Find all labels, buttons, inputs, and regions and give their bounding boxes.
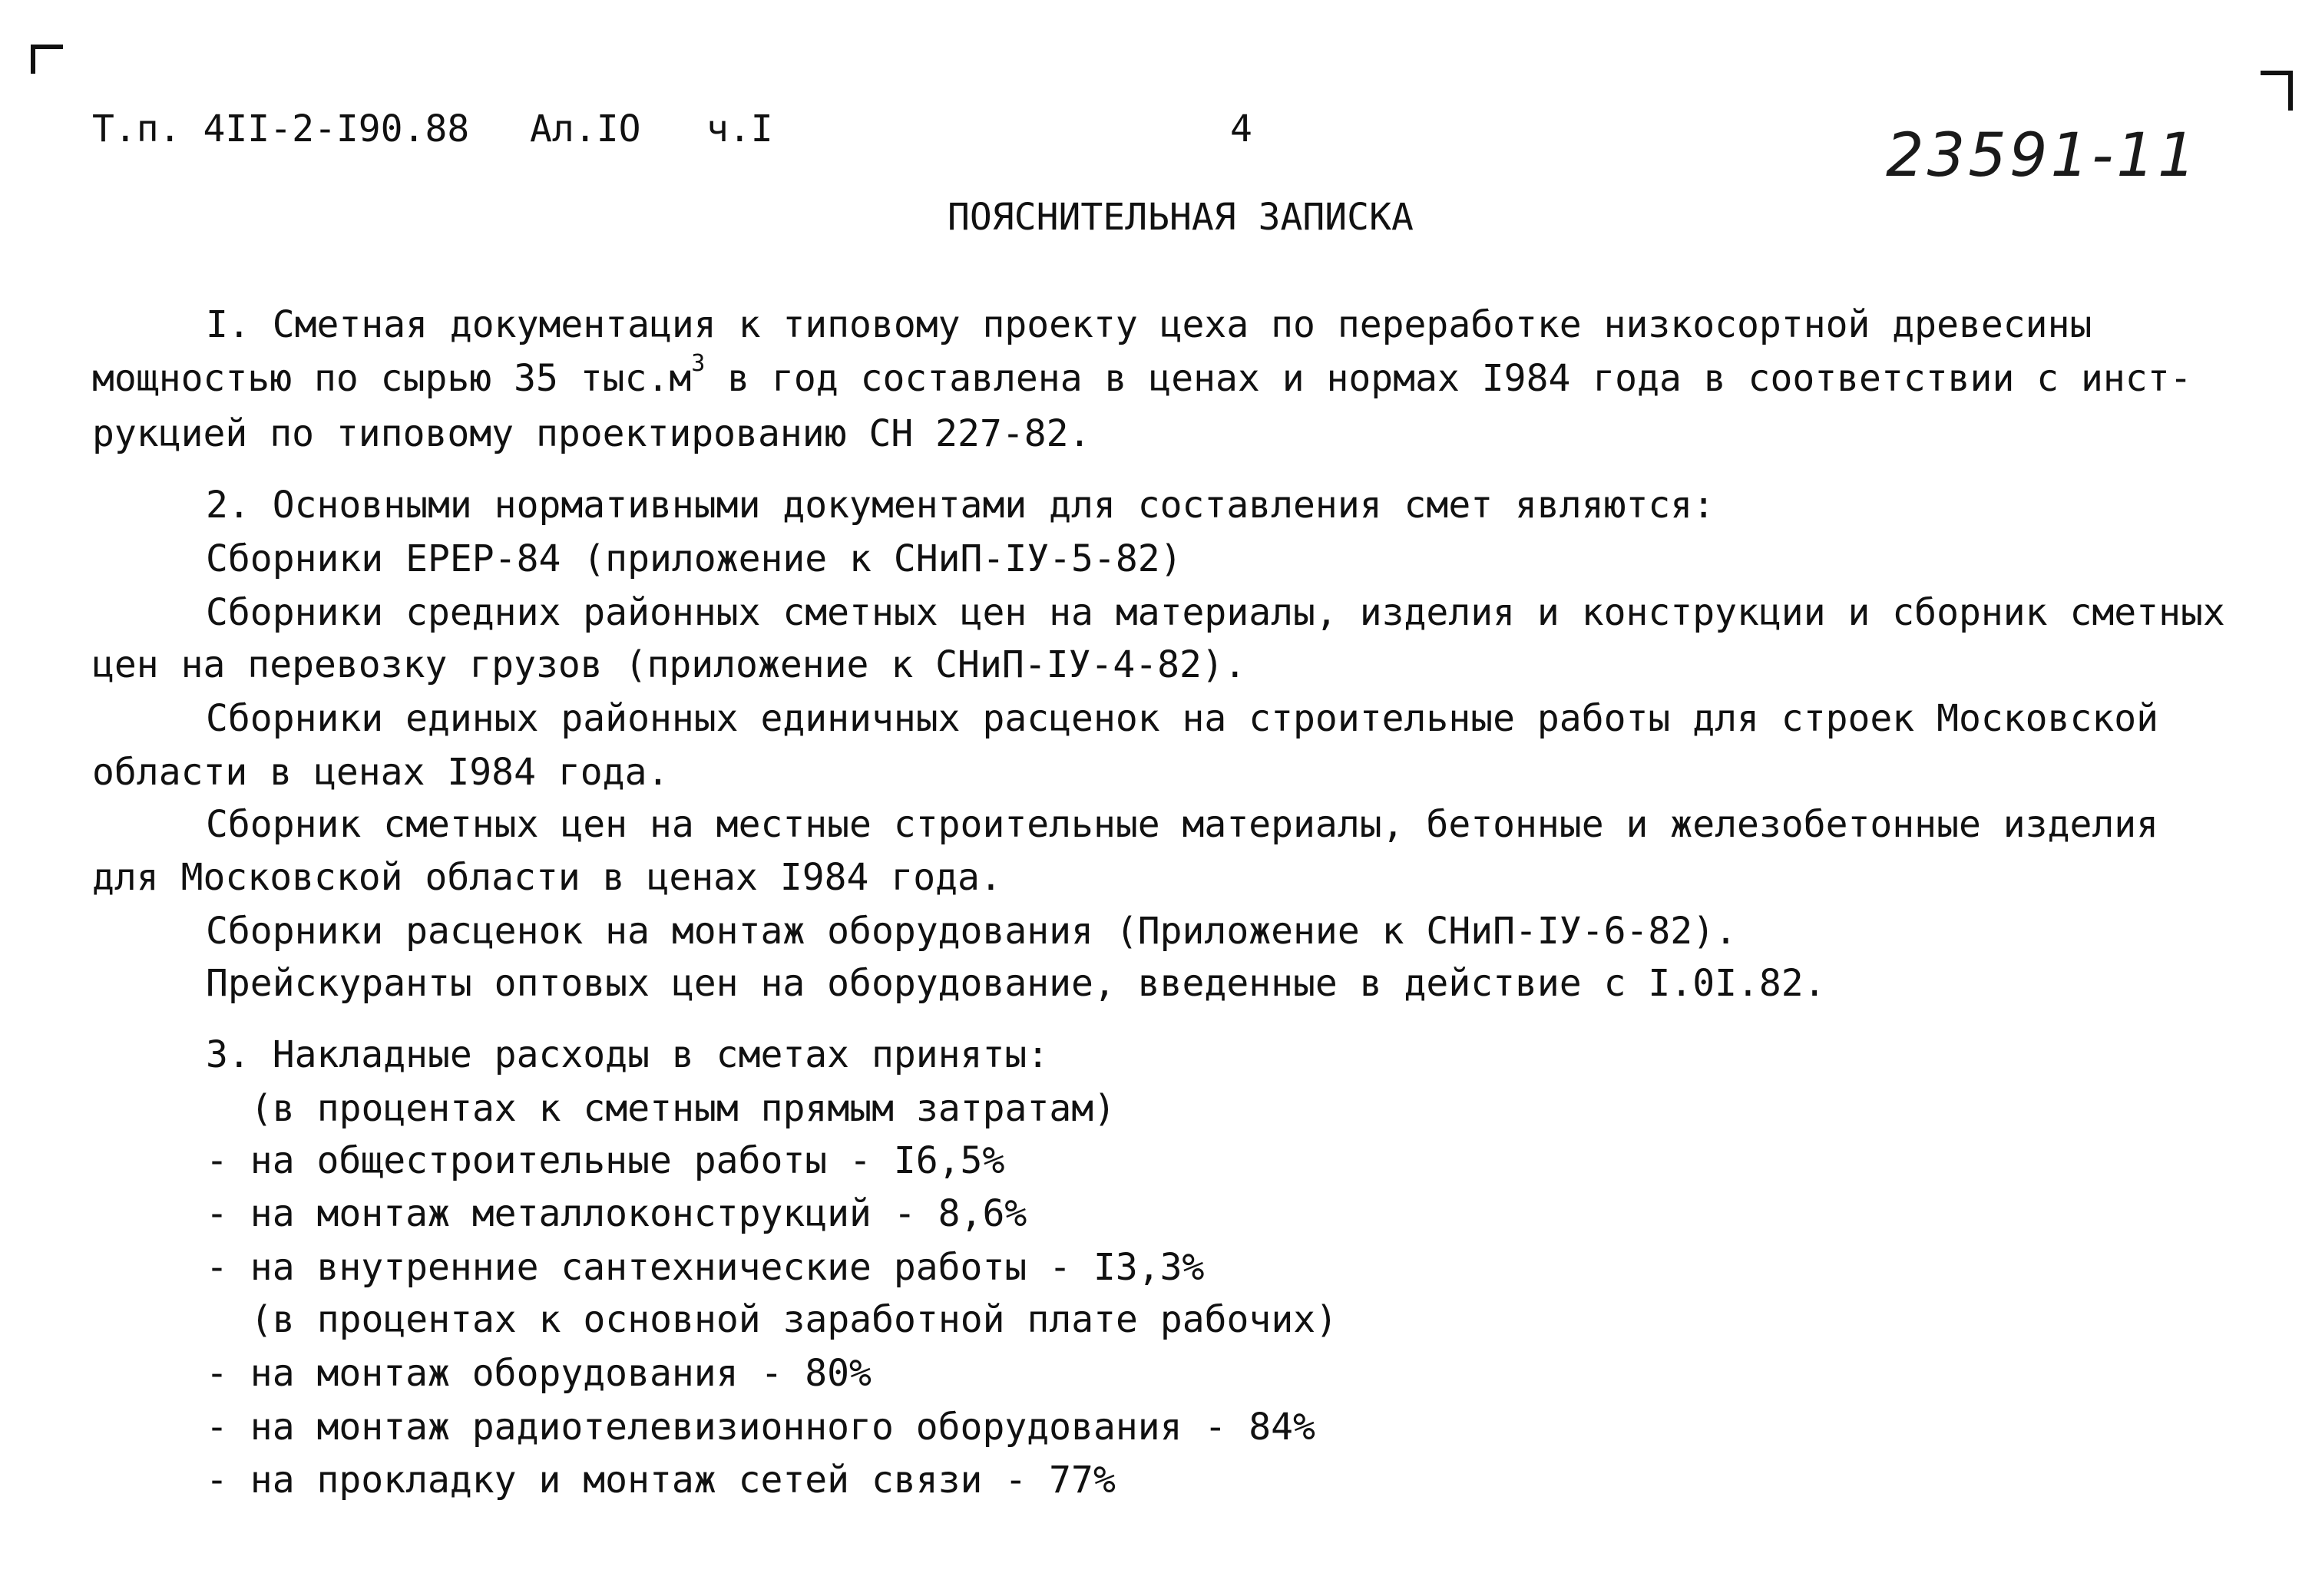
section3-note-direct-costs: (в процентах к сметным прямым затратам) — [250, 1087, 1116, 1130]
section2-item: области в ценах I984 года. — [92, 751, 670, 794]
section1-line2-end: в год составлена в ценах и нормах I984 года в соответствии с инст- — [705, 357, 2192, 400]
section2-heading: 2. Основными нормативными документами для составления смет являются: — [206, 484, 1715, 527]
corner-mark-top-right-arm — [2261, 71, 2293, 75]
section1-line3: рукцией по типовому проектированию СН 227-82. — [92, 412, 1091, 455]
section2-item: Сборники средних районных сметных цен на материалы, изделия и конструкции и сборник сметных — [206, 591, 2225, 634]
overhead-item: - на монтаж металлоконструкций - 8,6% — [206, 1192, 1027, 1235]
section2-item: для Московской области в ценах I984 года. — [92, 856, 1002, 899]
section1-line2 — [92, 350, 2192, 400]
album-number: Ал.IO — [530, 107, 641, 150]
overhead-item: - на общестроительные работы - I6,5% — [206, 1139, 1005, 1182]
corner-mark-top-left-arm — [31, 45, 63, 49]
handwritten-inventory-number: 23591-11 — [1886, 121, 2199, 190]
section2-item: Сборник сметных цен на местные строительные материалы, бетонные и железобетонные изделия — [206, 803, 2159, 846]
section3-note-wages: (в процентах к основной заработной плате рабочих) — [250, 1298, 1338, 1341]
overhead-item: - на монтаж радиотелевизионного оборудования - 84% — [206, 1406, 1315, 1449]
overhead-item: - на прокладку и монтаж сетей связи - 77% — [206, 1459, 1116, 1502]
section2-item: Сборники единых районных единичных расценок на строительные работы для строек Московской — [206, 697, 2159, 740]
doc-id: Т.п. 4II-2-I90.88 — [92, 107, 470, 150]
overhead-item: - на внутренние сантехнические работы - I3,3% — [206, 1246, 1205, 1289]
overhead-item: - на монтаж оборудования - 80% — [206, 1352, 872, 1395]
corner-mark-top-right — [2288, 71, 2293, 111]
section1-line2-start: мощностью по сырью 35 тыс.м — [92, 357, 692, 400]
page-number: 4 — [1230, 107, 1252, 150]
section3-heading: 3. Накладные расходы в сметах приняты: — [206, 1033, 1050, 1076]
section1-line1: I. Сметная документация к типовому проекту цеха по переработке низкосортной древесины — [206, 303, 2092, 346]
section2-item: Сборники ЕРЕР-84 (приложение к СНиП-IУ-5-82) — [206, 537, 1182, 580]
page-title: ПОЯСНИТЕЛЬНАЯ ЗАПИСКА — [948, 196, 1414, 239]
section2-item: цен на перевозку грузов (приложение к СНиП-IУ-4-82). — [92, 643, 1246, 686]
part-number: ч.I — [706, 107, 773, 150]
section2-item: Сборники расценок на монтаж оборудования (Приложение к СНиП-IУ-6-82). — [206, 910, 1737, 953]
section2-item: Прейскуранты оптовых цен на оборудование, введенные в действие с I.0I.82. — [206, 962, 1826, 1005]
cubic-superscript: 3 — [691, 350, 706, 377]
